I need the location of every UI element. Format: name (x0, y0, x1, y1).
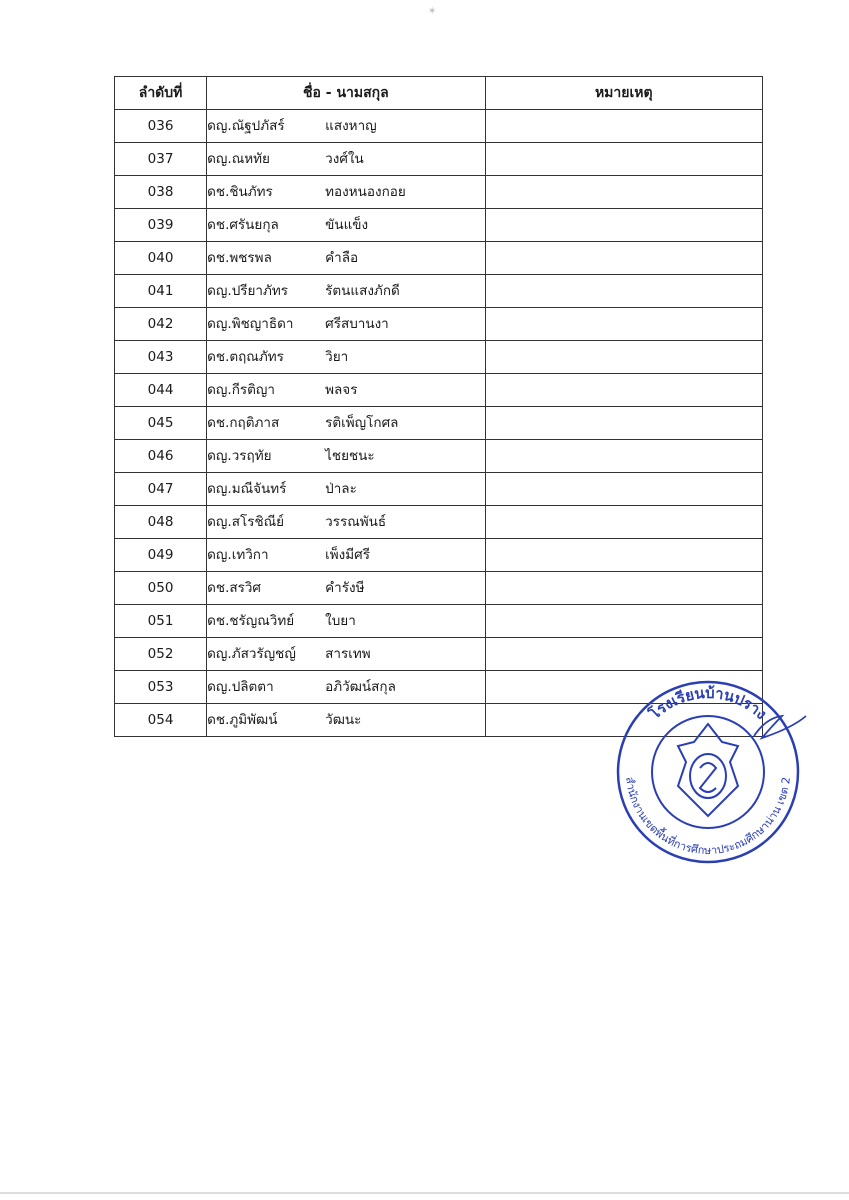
row-name-cell (207, 539, 485, 572)
table-row (115, 638, 763, 671)
row-number: 044 (115, 374, 207, 407)
school-seal (604, 676, 812, 866)
table-row (115, 209, 763, 242)
row-name-cell (207, 605, 485, 638)
first-name: ดญ.มณีจันทร์ (207, 481, 287, 497)
row-name-cell (207, 473, 485, 506)
row-name-cell (207, 407, 485, 440)
first-name: ดญ.ณัฐปภัสร์ (207, 118, 285, 134)
table-row (115, 539, 763, 572)
row-number: 049 (115, 539, 207, 572)
row-number: 045 (115, 407, 207, 440)
first-name: ดญ.ณหทัย (207, 151, 270, 167)
row-note (485, 308, 762, 341)
first-name: ดญ.สโรชิณีย์ (207, 514, 285, 530)
row-note (485, 209, 762, 242)
row-number: 052 (115, 638, 207, 671)
first-name: ดช.ชรัญณวิทย์ (207, 613, 295, 629)
row-name-cell (207, 242, 485, 275)
table-row (115, 176, 763, 209)
row-note (485, 374, 762, 407)
first-name: ดญ.วรฤทัย (207, 448, 272, 464)
row-name-cell (207, 440, 485, 473)
first-name: ดญ.เทวิกา (207, 547, 269, 563)
table-row (115, 440, 763, 473)
table-row (115, 341, 763, 374)
scan-mark: ✶ (428, 6, 437, 17)
last-name: คำลือ (325, 250, 359, 266)
row-number: 042 (115, 308, 207, 341)
header-number: ลำดับที่ (115, 77, 207, 110)
row-number: 051 (115, 605, 207, 638)
row-note (485, 176, 762, 209)
row-name-cell (207, 209, 485, 242)
last-name: อภิวัฒน์สกุล (325, 679, 396, 695)
row-note (485, 473, 762, 506)
row-note (485, 638, 762, 671)
last-name: วัฒนะ (325, 712, 362, 728)
row-name-cell (207, 110, 485, 143)
first-name: ดช.ภูมิพัฒน์ (207, 712, 278, 728)
table-row (115, 110, 763, 143)
row-note (485, 539, 762, 572)
last-name: ศรีสบานงา (325, 316, 389, 332)
row-note (485, 440, 762, 473)
row-note (485, 341, 762, 374)
first-name: ดช.พชรพล (207, 250, 272, 266)
first-name: ดช.ศรันยกุล (207, 217, 279, 233)
table-row (115, 275, 763, 308)
row-number: 040 (115, 242, 207, 275)
last-name: ทองหนองกอย (325, 184, 406, 200)
table-row (115, 506, 763, 539)
row-name-cell (207, 638, 485, 671)
row-number: 048 (115, 506, 207, 539)
table-row (115, 572, 763, 605)
row-number: 054 (115, 704, 207, 737)
last-name: สารเทพ (325, 646, 371, 662)
row-number: 041 (115, 275, 207, 308)
signature-mark (754, 716, 806, 738)
row-name-cell (207, 704, 485, 737)
roster-table (114, 76, 763, 737)
last-name: ป่าละ (325, 481, 357, 497)
table-row (115, 374, 763, 407)
first-name: ดญ.ปลิตตา (207, 679, 274, 695)
seal-top-text: โรงเรียนบ้านปราง (645, 683, 771, 723)
row-name-cell (207, 671, 485, 704)
row-name-cell (207, 143, 485, 176)
last-name: พลจร (325, 382, 358, 398)
seal-emblem-icon (678, 724, 738, 816)
row-number: 037 (115, 143, 207, 176)
last-name: ขันแข็ง (325, 217, 369, 233)
seal-bottom-text: สำนักงานเขตพื้นที่การศึกษาประถมศึกษาน่าน เขต 2 (622, 776, 793, 858)
last-name: วงศ์ใน (325, 151, 364, 167)
last-name: รัตนแสงภักดี (325, 283, 400, 299)
table-row (115, 473, 763, 506)
roster-body (115, 110, 763, 737)
last-name: ใบยา (325, 613, 356, 629)
table-row (115, 143, 763, 176)
header-name: ชื่อ - นามสกุล (207, 77, 485, 110)
first-name: ดช.กฤติภาส (207, 415, 280, 431)
row-note (485, 110, 762, 143)
row-note (485, 275, 762, 308)
first-name: ดญ.พิชญาธิดา (207, 316, 294, 332)
first-name: ดญ.ภัสวรัญชญ์ (207, 646, 296, 662)
svg-text:โรงเรียนบ้านปราง (644, 684, 770, 724)
row-name-cell (207, 572, 485, 605)
row-note (485, 605, 762, 638)
row-number: 050 (115, 572, 207, 605)
row-note (485, 407, 762, 440)
table-header-row (115, 77, 763, 110)
first-name: ดญ.ปรียาภัทร (207, 283, 289, 299)
table-row (115, 605, 763, 638)
first-name: ดช.สรวิศ (207, 580, 262, 596)
first-name: ดช.ตฤณภัทร (207, 349, 284, 365)
last-name: เพ็งมีศรี (325, 547, 370, 563)
table-row (115, 407, 763, 440)
row-number: 043 (115, 341, 207, 374)
row-number: 036 (115, 110, 207, 143)
row-note (485, 143, 762, 176)
row-name-cell (207, 374, 485, 407)
last-name: รติเพ็ญโกศล (325, 415, 399, 431)
row-name-cell (207, 275, 485, 308)
row-name-cell (207, 308, 485, 341)
row-name-cell (207, 341, 485, 374)
row-name-cell (207, 506, 485, 539)
row-number: 039 (115, 209, 207, 242)
last-name: ไชยชนะ (325, 448, 375, 464)
row-number: 046 (115, 440, 207, 473)
header-note: หมายเหตุ (485, 77, 762, 110)
table-row (115, 308, 763, 341)
last-name: วิยา (325, 349, 349, 365)
row-note (485, 506, 762, 539)
last-name: วรรณพันธ์ (325, 514, 387, 530)
table-row (115, 242, 763, 275)
row-number: 047 (115, 473, 207, 506)
last-name: คำรังษี (325, 580, 365, 596)
row-note (485, 242, 762, 275)
row-note (485, 572, 762, 605)
first-name: ดช.ชินภัทร (207, 184, 273, 200)
row-number: 053 (115, 671, 207, 704)
first-name: ดญ.กีรติญา (207, 382, 275, 398)
row-name-cell (207, 176, 485, 209)
last-name: แสงหาญ (325, 118, 377, 134)
row-number: 038 (115, 176, 207, 209)
page-bottom-edge (0, 1192, 849, 1194)
